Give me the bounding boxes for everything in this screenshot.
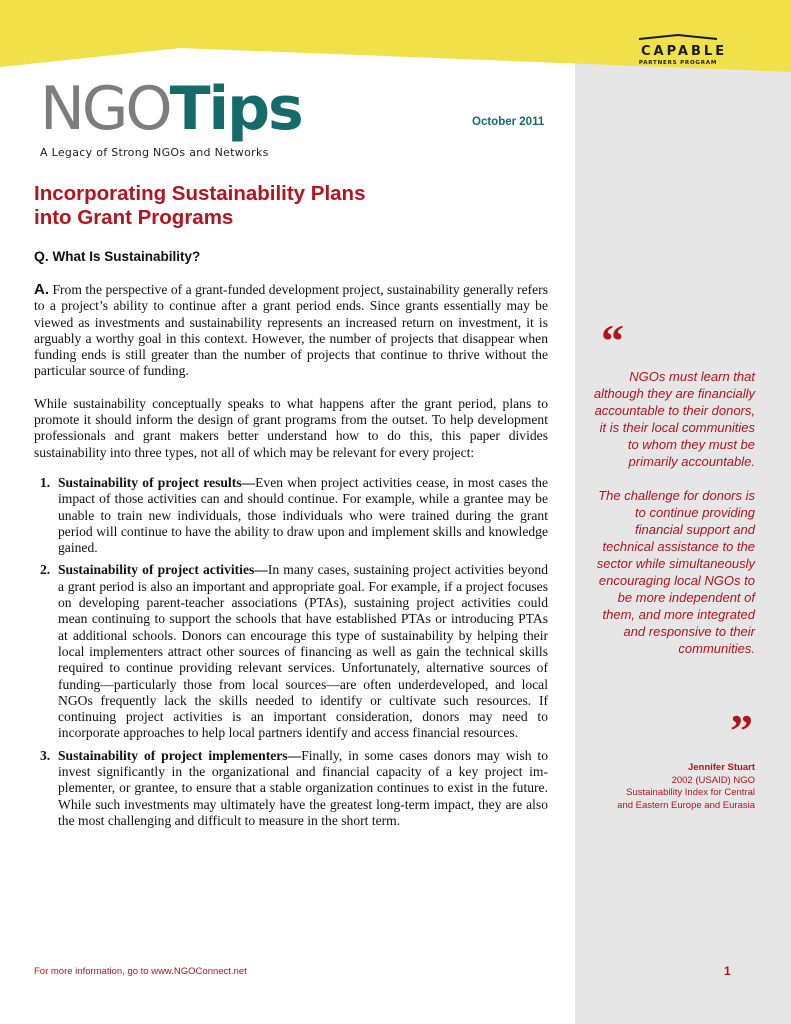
article-title-line-2: into Grant Programs <box>34 206 234 229</box>
list-item <box>34 748 548 829</box>
list-item-lead: Sustainability of project implementers— <box>58 747 302 763</box>
attribution-source-line-1: 2002 (USAID) NGO <box>671 774 755 786</box>
list-item-number: 1. <box>40 474 51 490</box>
list-item-number: 2. <box>40 562 51 578</box>
issue-date: October 2011 <box>472 116 545 128</box>
list-item <box>34 562 548 741</box>
answer-paragraph <box>34 282 548 380</box>
sustainability-types-list <box>34 475 548 829</box>
page-number: 1 <box>724 964 731 978</box>
list-item-number: 3. <box>40 747 51 763</box>
intro-paragraph: While sustainability conceptually speaks to what happens after the grant period, plans to promote it should inform the design of grant programs from the outset. To help development professionals and grant makers better understand how to do this, this paper divides sustainability into three types, not all of which may be relevant for every project: <box>34 395 548 460</box>
footer-info-link[interactable]: For more information, go to www.NGOConnect.net <box>34 966 247 977</box>
roof-icon <box>638 34 718 40</box>
pull-quote <box>590 368 755 657</box>
list-item-lead: Sustainability of project results— <box>58 474 256 490</box>
logo-tips-text: Tips <box>169 74 302 144</box>
answer-text: From the perspective of a grant-funded development project, sustainability generally refers to a project’s ability to continue after a grant period ends. Since grants essentially may be viewed as investments and sustainability represents an increased return on investment, it is arguably a worthy goal in this context. However, the number of projects that disappear when funding ends is still greater than the number of projects that continue to thrive without the particular source of funding. <box>34 282 548 379</box>
list-item-text: Finally, in some cases donors may wish to invest significantly in the organizational and financial capacity of a key project implementer, or grantee, to ensure that a stable organization continues to exist in the future. While such investments may ultimately have the greatest long-term impact, they are also the most challenging and difficult to measure in the short term. <box>58 747 549 828</box>
list-item-text: In many cases, sustaining project activities beyond a grant period is also an important and appropriate goal. For example, if a project focuses on developing parent-teacher associations (PTAs), sustaining project activities could mean continuing to support the schools that have established PTAs or introducing PTAs at additional schools. Donors can encourage this type of sustainability by helping their local implementers attract other sources of financing as well as gain the technical skills required to continue providing relevant services. Unfortunately, alternative sources of funding—particularly those from local sources—are often underdeveloped, and local NGOs frequently lack the skills needed to identify or cultivate such resources. If continuing project activities is an important consideration, donors may need to incorporate approaches to help local partners identify and access financial resources. <box>58 562 548 741</box>
attribution-source-line-2: Sustainability Index for Central <box>626 787 755 798</box>
question-heading <box>34 248 548 264</box>
ngotips-logo <box>40 76 302 159</box>
close-quote-icon: ” <box>730 705 753 756</box>
capable-wordmark: CAPABLE <box>641 44 728 59</box>
pull-quote-paragraph-1: NGOs must learn that although they are financially accountable to their donors, it is their local communities to whom they must be primarily accountable. <box>593 369 755 469</box>
capable-subtitle: PARTNERS PROGRAM <box>638 60 718 66</box>
answer-letter: A. <box>34 281 49 298</box>
list-item-lead: Sustainability of project activities— <box>58 562 268 578</box>
article-main-column <box>34 182 548 835</box>
open-quote-icon: “ <box>601 315 624 366</box>
quote-attribution <box>580 762 755 812</box>
article-title-line-1: Incorporating Sustainability Plans <box>34 182 366 205</box>
ngotips-tagline: A Legacy of Strong NGOs and Networks <box>40 146 269 159</box>
list-item-text: Even when project activities cease, in most cases the impact of those activities can and should continue. For example, while a grantee may be unable to train new individuals, those individuals who were trained during the grant period will continue to have the ability to draw upon and implement skills and knowledge gained. <box>58 474 548 556</box>
article-title <box>34 182 548 230</box>
question-text: What Is Sustainability? <box>48 249 201 264</box>
capable-partners-logo <box>638 27 728 67</box>
attribution-source-line-3: and Eastern Europe and Eurasia <box>617 799 755 811</box>
list-item <box>34 475 548 556</box>
question-letter: Q. <box>34 248 49 264</box>
ngotips-wordmark <box>40 76 302 142</box>
attribution-name: Jennifer Stuart <box>687 762 755 773</box>
logo-ngo-text: NGO <box>40 74 170 144</box>
pull-quote-paragraph-2: The challenge for donors is to continue providing financial support and technical assistance to the sector while simultaneously encouraging local NGOs to be more independent of them, and more integrated and responsive to their communities. <box>596 488 755 656</box>
